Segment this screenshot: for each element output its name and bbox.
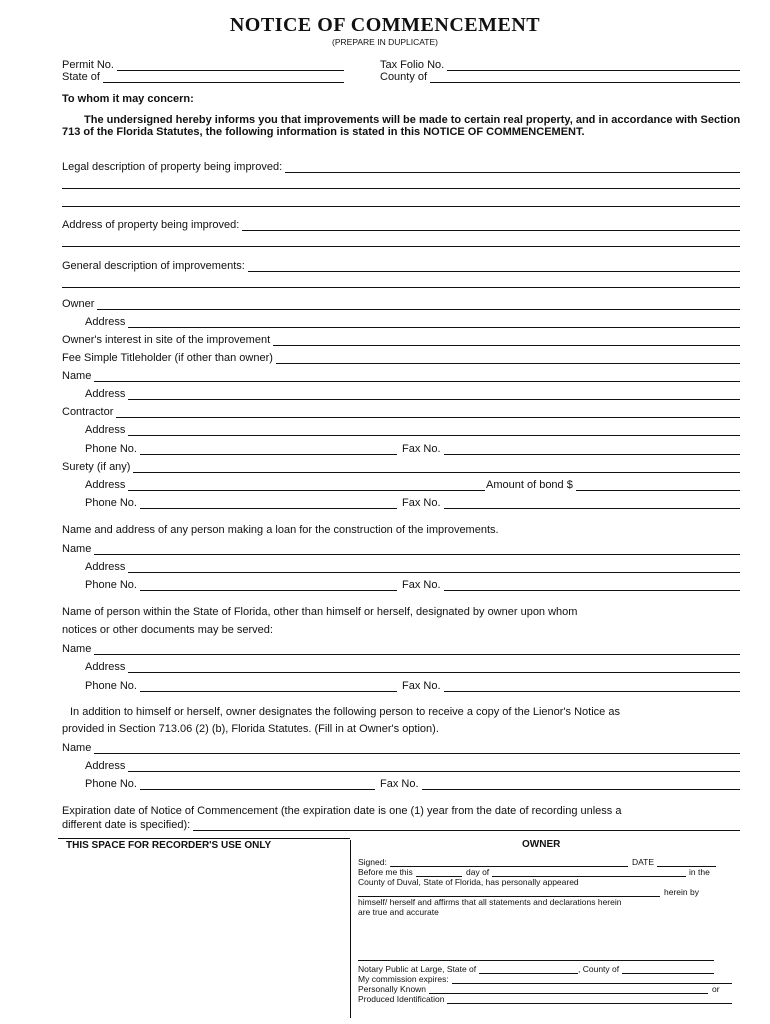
designee-name-label: Name [62,643,92,655]
surety-phone-field[interactable] [85,495,397,509]
designee-heading-line-2: notices or other documents may be served: [62,624,273,636]
surety-label: Surety (if any) [62,461,131,473]
salutation: To whom it may concern: [62,93,194,105]
designee-fax-label: Fax No. [402,680,441,692]
copy-heading-line-2: provided in Section 713.06 (2) (b), Florida Statutes. (Fill in at Owner's option). [62,723,439,735]
general-description-field[interactable] [62,258,740,272]
notary-signature-line[interactable] [358,960,714,961]
signed-label: Signed: [358,857,387,867]
lender-address-field[interactable] [85,559,740,573]
designee-name-field[interactable] [62,641,740,655]
titleholder-name-label: Name [62,370,92,382]
page-title: NOTICE OF COMMENCEMENT [229,14,541,36]
owner-heading: OWNER [522,839,561,850]
expiration-date-field[interactable] [62,817,740,831]
legal-description-line-2[interactable] [62,188,740,189]
fee-simple-field[interactable] [62,350,740,364]
or-label: or [712,984,720,994]
notary-state-label: Notary Public at Large, State of [358,964,477,974]
owner-address-field[interactable] [85,314,740,328]
fee-simple-label: Fee Simple Titleholder (if other than owner) [62,352,273,364]
property-address-label: Address of property being improved: [62,219,240,231]
surety-field[interactable] [62,459,740,473]
lender-name-field[interactable] [62,541,740,555]
lender-phone-label: Phone No. [85,579,137,591]
appeared-name-field[interactable] [358,886,660,897]
recorder-space-label: THIS SPACE FOR RECORDER'S USE ONLY [66,840,272,851]
affirms-text-line-2: are true and accurate [358,907,439,917]
amount-of-bond-label: Amount of bond $ [486,479,573,491]
day-of-label: day of [466,867,490,877]
copy-address-label: Address [85,760,126,772]
lender-phone-field[interactable] [85,577,397,591]
legal-description-field[interactable] [62,159,740,173]
lender-fax-field[interactable] [402,577,740,591]
titleholder-name-field[interactable] [62,368,740,382]
produced-identification-label: Produced Identification [358,994,445,1004]
copy-name-label: Name [62,742,92,754]
recorder-divider [350,840,351,1018]
lender-fax-label: Fax No. [402,579,441,591]
intro-paragraph: The undersigned hereby informs you that improvements will be made to certain real property, and in accordance with Section 713 of the Florida Statutes, the following information is stated in this NOTICE OF COMMENCEMENT. [62,114,741,138]
copy-phone-label: Phone No. [85,778,137,790]
owner-field[interactable] [62,296,740,310]
designee-phone-label: Phone No. [85,680,137,692]
copy-address-field[interactable] [85,758,740,772]
surety-address-label: Address [85,479,126,491]
county-appeared-text: County of Duval, State of Florida, has personally appeared [358,877,579,887]
contractor-phone-field[interactable] [85,441,397,455]
legal-description-line-3[interactable] [62,206,740,207]
commission-expires-label: My commission expires: [358,974,449,984]
lender-address-label: Address [85,561,126,573]
general-description-label: General description of improvements: [62,260,245,272]
surety-phone-label: Phone No. [85,497,137,509]
expiration-line-2: different date is specified): [62,819,191,831]
contractor-label: Contractor [62,406,114,418]
designee-fax-field[interactable] [402,678,740,692]
county-of-label: County of [380,71,428,83]
legal-description-label: Legal description of property being improved: [62,161,283,173]
designee-address-label: Address [85,661,126,673]
general-description-line-2[interactable] [62,287,740,288]
designee-address-field[interactable] [85,659,740,673]
state-of-field[interactable] [62,69,344,83]
permit-no-label: Permit No. [62,59,114,71]
owner-label: Owner [62,298,95,310]
expiration-line-1: Expiration date of Notice of Commencement (the expiration date is one (1) year from the date of recording unless a [62,805,622,817]
lender-heading: Name and address of any person making a loan for the construction of the improvements. [62,524,499,536]
owner-address-label: Address [85,316,126,328]
herein-by-label: herein by [664,887,699,897]
copy-fax-label: Fax No. [380,778,419,790]
designee-heading-line-1: Name of person within the State of Florida, other than himself or herself, designated by owner upon whom [62,606,578,618]
contractor-address-field[interactable] [85,422,740,436]
surety-fax-field[interactable] [402,495,740,509]
affirms-text-line-1: himself/ herself and affirms that all statements and declarations herein [358,897,622,907]
owner-interest-label: Owner's interest in site of the improvement [62,334,271,346]
county-of-field[interactable] [380,69,740,83]
copy-name-field[interactable] [62,740,740,754]
contractor-address-label: Address [85,424,126,436]
contractor-phone-label: Phone No. [85,443,137,455]
titleholder-address-field[interactable] [85,386,740,400]
personally-known-label: Personally Known [358,984,427,994]
before-me-label: Before me this [358,867,413,877]
before-me-day-field[interactable] [358,866,462,877]
contractor-fax-field[interactable] [402,441,740,455]
surety-fax-label: Fax No. [402,497,441,509]
copy-phone-field[interactable] [85,776,375,790]
tax-folio-label: Tax Folio No. [380,59,445,71]
designee-phone-field[interactable] [85,678,397,692]
property-address-line-2[interactable] [62,246,740,247]
recorder-top-rule [58,838,350,839]
copy-fax-field[interactable] [380,776,740,790]
amount-of-bond-field[interactable] [486,477,740,491]
day-of-field[interactable] [466,866,686,877]
state-of-label: State of [62,71,100,83]
copy-heading-line-1: In addition to himself or herself, owner designates the following person to receive a copy of the Lienor's Notice as [70,706,620,718]
in-the-label: in the [689,867,710,877]
titleholder-address-label: Address [85,388,126,400]
surety-address-field[interactable] [85,477,485,491]
produced-identification-field[interactable] [358,993,732,1004]
page-subtitle: (PREPARE IN DUPLICATE) [332,37,438,47]
property-address-field[interactable] [62,217,740,231]
contractor-fax-label: Fax No. [402,443,441,455]
lender-name-label: Name [62,543,92,555]
contractor-field[interactable] [62,404,740,418]
owner-interest-field[interactable] [62,332,740,346]
notary-county-label: , County of [578,964,620,974]
date-label: DATE [632,857,655,867]
